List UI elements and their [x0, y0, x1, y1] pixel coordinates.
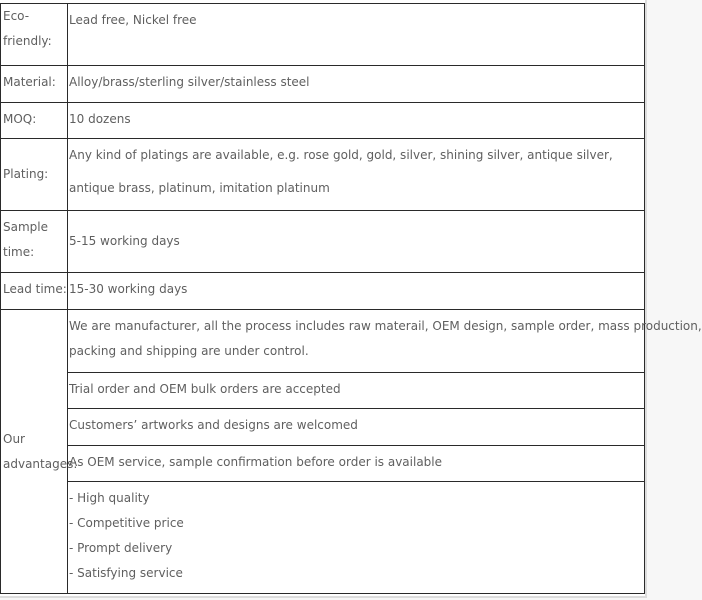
row-value-lead-time	[68, 273, 645, 310]
row-label-moq	[1, 103, 68, 139]
label-line: time:	[3, 245, 35, 259]
row-label-sample-time	[1, 211, 68, 273]
table-row	[1, 273, 645, 310]
row-value-plating	[68, 139, 645, 211]
advantage-item-manufacturer	[68, 310, 702, 373]
value-line: Alloy/brass/sterling silver/stainless steel	[69, 75, 310, 89]
value-line: 15-30 working days	[69, 282, 188, 296]
value-line: Customers’ artworks and designs are welcomed	[69, 418, 358, 432]
value-line: We are manufacturer, all the process includes raw materail, OEM design, sample order, mass production,	[69, 319, 702, 333]
value-line: packing and shipping are under control.	[69, 344, 309, 358]
value-line: Trial order and OEM bulk orders are accepted	[69, 382, 341, 396]
advantage-item-artworks	[68, 409, 645, 446]
value-line: Any kind of platings are available, e.g. rose gold, gold, silver, shining silver, antique silver,	[69, 148, 613, 162]
table-row	[1, 409, 645, 446]
list-item: - Prompt delivery	[69, 541, 173, 555]
list-item: - Competitive price	[69, 516, 184, 530]
table-row	[1, 373, 645, 409]
table-row	[1, 211, 645, 273]
label-line: Plating:	[3, 167, 49, 181]
value-line: As OEM service, sample confirmation before order is available	[69, 455, 443, 469]
advantage-item-trial-order	[68, 373, 645, 409]
label-line: MOQ:	[3, 112, 37, 126]
table-row	[1, 4, 645, 66]
advantage-item-oem-service	[68, 446, 645, 482]
list-item: - Satisfying service	[69, 566, 183, 580]
value-line: antique brass, platinum, imitation platinum	[69, 181, 330, 195]
label-line: Sample	[3, 220, 48, 234]
table-row	[1, 139, 645, 211]
row-value-sample-time	[68, 211, 645, 273]
table-row	[1, 103, 645, 139]
label-line: Eco-	[3, 9, 30, 23]
table-row	[1, 66, 645, 103]
row-label-plating	[1, 139, 68, 211]
row-label-material	[1, 66, 68, 103]
row-value-moq	[68, 103, 645, 139]
table-row	[1, 310, 645, 373]
table-row	[1, 482, 645, 594]
value-line: 10 dozens	[69, 112, 131, 126]
list-item: - High quality	[69, 491, 150, 505]
row-value-eco-friendly	[68, 4, 645, 66]
value-line: 5-15 working days	[69, 234, 180, 248]
label-line: Lead time:	[3, 282, 67, 296]
label-line: advantages:	[3, 456, 78, 471]
row-label-our-advantages	[1, 310, 78, 594]
value-line: Lead free, Nickel free	[69, 13, 197, 27]
product-spec-table	[0, 3, 702, 594]
row-label-lead-time	[1, 273, 68, 310]
advantage-item-benefits-list	[68, 482, 645, 594]
label-line: Material:	[3, 75, 56, 89]
row-value-material	[68, 66, 645, 103]
row-label-eco-friendly	[1, 4, 68, 66]
table-row	[1, 446, 645, 482]
label-line: Our	[3, 431, 25, 446]
label-line: friendly:	[3, 34, 52, 48]
